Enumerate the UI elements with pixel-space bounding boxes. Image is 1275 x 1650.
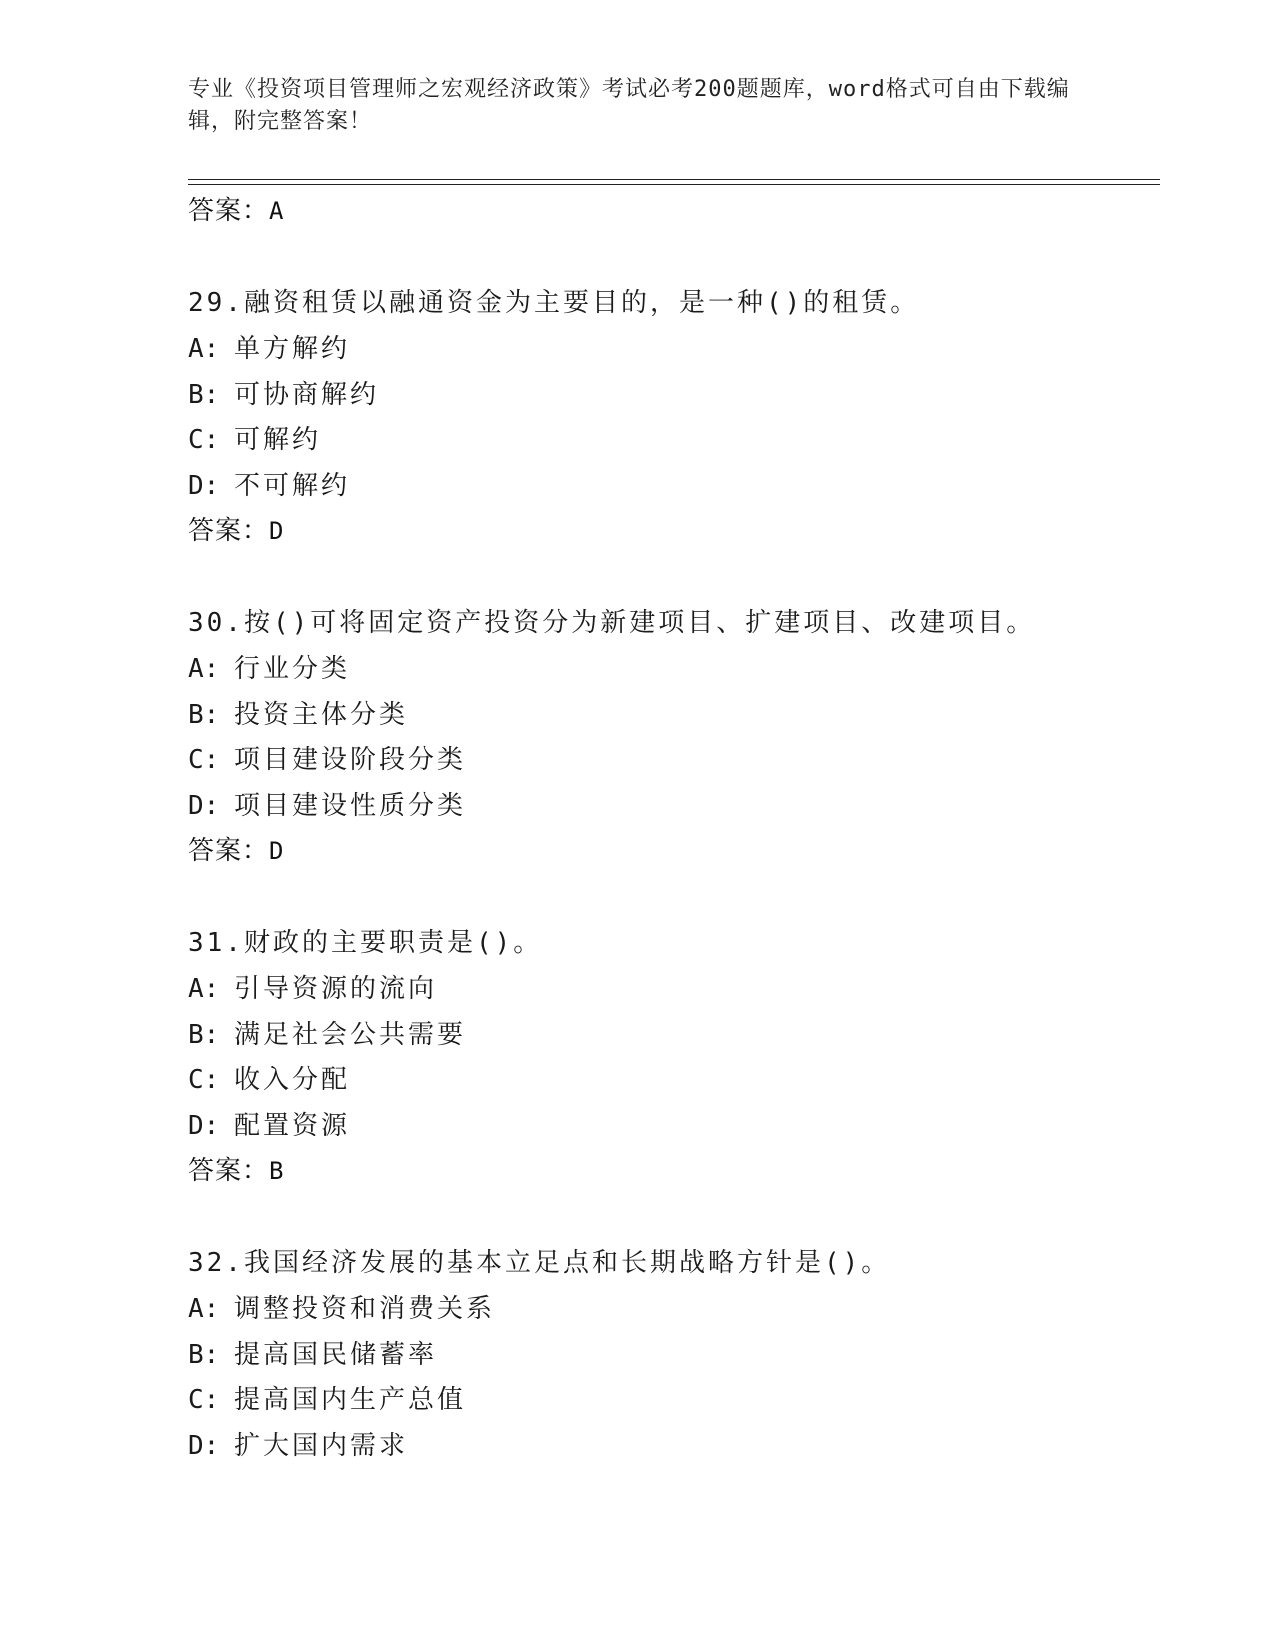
option-key: A: [188, 1294, 220, 1324]
option-d [188, 1430, 1168, 1476]
option-key: B: [188, 1339, 220, 1370]
answer-label: 答案： [188, 1156, 270, 1186]
option-text: 单方解约 [234, 334, 351, 364]
option-text: 调整投资和消费关系 [234, 1294, 496, 1324]
header-rule-bottom [188, 184, 1160, 185]
option-text: 行业分类 [234, 654, 351, 684]
option-text: 扩大国内需求 [234, 1430, 409, 1461]
option-text: 满足社会公共需要 [234, 1019, 467, 1050]
option-a [188, 653, 1168, 699]
question-list [188, 195, 1168, 1475]
option-key: D: [188, 790, 220, 821]
option-key: D: [188, 470, 220, 501]
option-text: 项目建设阶段分类 [234, 745, 467, 775]
option-text: 提高国民储蓄率 [234, 1339, 438, 1370]
option-text: 项目建设性质分类 [234, 790, 467, 821]
option-c [188, 1384, 1168, 1430]
option-text: 配置资源 [234, 1110, 351, 1141]
answer-line [188, 835, 1168, 881]
answer-line [188, 515, 1168, 561]
question-text: 32.我国经济发展的基本立足点和长期战略方针是()。 [188, 1248, 891, 1278]
answer-line [188, 195, 1168, 241]
answer-label: 答案： [188, 516, 270, 546]
option-key: C: [188, 1065, 220, 1095]
option-d [188, 790, 1168, 836]
option-d [188, 470, 1168, 516]
option-key: A: [188, 334, 220, 364]
option-c [188, 1064, 1168, 1110]
document-header: 专业《投资项目管理师之宏观经济政策》考试必考200题题库，word格式可自由下载编辑，附完整答案！ [188, 77, 1070, 134]
option-c [188, 744, 1168, 790]
answer-value: B [269, 1157, 285, 1185]
question-text: 29.融资租赁以融通资金为主要目的，是一种()的租赁。 [188, 288, 920, 318]
option-text: 投资主体分类 [234, 699, 409, 730]
option-b [188, 379, 1168, 425]
answer-line [188, 1155, 1168, 1201]
option-text: 可解约 [234, 425, 322, 455]
answer-value: D [269, 517, 285, 545]
answer-value: D [269, 837, 285, 865]
answer-label: 答案： [188, 836, 270, 866]
option-key: C: [188, 1385, 220, 1415]
option-a [188, 333, 1168, 379]
option-key: D: [188, 1430, 220, 1461]
option-a [188, 1293, 1168, 1339]
option-b [188, 699, 1168, 745]
option-key: C: [188, 425, 220, 455]
option-text: 收入分配 [234, 1065, 351, 1095]
option-key: A: [188, 654, 220, 684]
option-text: 不可解约 [234, 470, 351, 501]
option-text: 可协商解约 [234, 379, 380, 410]
option-key: C: [188, 745, 220, 775]
question-text: 30.按()可将固定资产投资分为新建项目、扩建项目、改建项目。 [188, 608, 1036, 638]
option-key: B: [188, 1019, 220, 1050]
answer-value: A [269, 197, 285, 225]
option-key: B: [188, 699, 220, 730]
option-d [188, 1110, 1168, 1156]
option-key: A: [188, 974, 220, 1004]
option-c [188, 424, 1168, 470]
option-b [188, 1019, 1168, 1065]
option-b [188, 1339, 1168, 1385]
option-key: D: [188, 1110, 220, 1141]
header-rule-top [188, 179, 1160, 180]
option-key: B: [188, 379, 220, 410]
option-a [188, 973, 1168, 1019]
question-text: 31.财政的主要职责是()。 [188, 928, 543, 958]
option-text: 提高国内生产总值 [234, 1385, 467, 1415]
option-text: 引导资源的流向 [234, 974, 438, 1004]
answer-label: 答案： [188, 196, 270, 226]
